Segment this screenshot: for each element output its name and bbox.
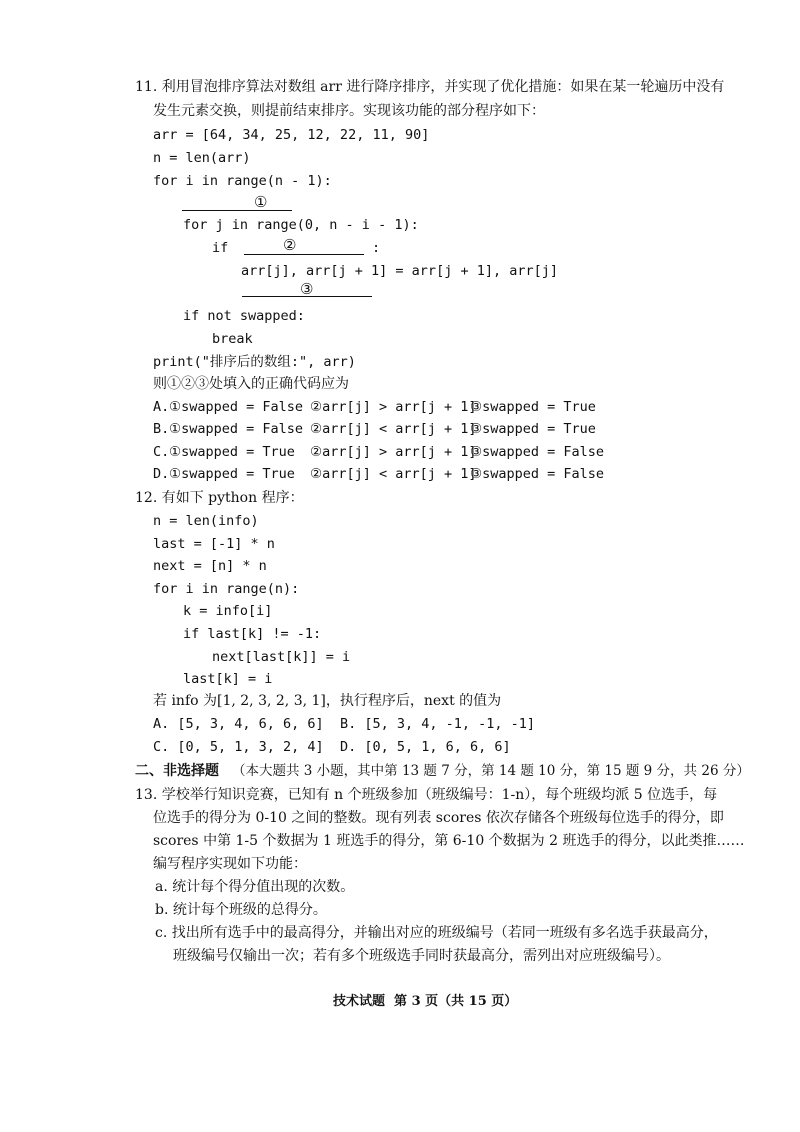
q12-question: 若 info 为[1, 2, 3, 2, 3, 1]，执行程序后，next 的值为 xyxy=(153,693,502,709)
q11-blank-1-line xyxy=(182,210,292,211)
q13-line2: 位选手的得分为 0-10 之间的整数。现有列表 scores 依次存储各个班级每位选手的得分，即 xyxy=(153,810,724,826)
q13-task-c-line1: c. 找出所有选手中的最高得分，并输出对应的班级编号（若同一班级有多名选手获最高分， xyxy=(155,925,718,941)
q13-task-a: a. 统计每个得分值出现的次数。 xyxy=(155,879,355,895)
q13-line3: scores 中第 1-5 个数据为 1 班选手的得分，第 6-10 个数据为 2 班选手的得分，以此类推…… xyxy=(153,833,745,849)
q13-task-b: b. 统计每个班级的总得分。 xyxy=(155,902,327,918)
q11-option-a-label: A. xyxy=(153,399,170,415)
q11-code-line: print("排序后的数组:", arr) xyxy=(153,354,356,370)
q11-blank-2-marker: ② xyxy=(283,236,297,254)
q11-option-c-label: C. xyxy=(153,444,170,460)
section2-note: （本大题共 3 小题，其中第 13 题 7 分，第 14 题 10 分，第 15 题 9 分，共 26 分） xyxy=(232,763,750,779)
q11-option-b-code2: ②arr[j] < arr[j + 1] xyxy=(310,421,477,437)
q11-option-a-code1: ①swapped = False xyxy=(169,399,304,415)
q11-code-if: if xyxy=(212,240,229,256)
q12-option-a: A. [5, 3, 4, 6, 6, 6] xyxy=(153,716,324,732)
q11-stem-line1: 11. 利用冒泡排序算法对数组 arr 进行降序排序，并实现了优化措施：如果在某一轮遍历中没有 xyxy=(135,79,725,95)
q12-code-line: last = [-1] * n xyxy=(153,536,275,552)
q11-code-line: arr[j], arr[j + 1] = arr[j + 1], arr[j] xyxy=(241,263,558,279)
q11-option-b-label: B. xyxy=(153,421,170,437)
q11-code-colon: : xyxy=(372,240,381,256)
q12-code-line: next[last[k]] = i xyxy=(212,649,351,665)
q12-option-d: D. [0, 5, 1, 6, 6, 6] xyxy=(340,739,511,755)
q12-code-line: if last[k] != -1: xyxy=(183,626,322,642)
q12-stem: 12. 有如下 python 程序： xyxy=(135,490,304,506)
section2-heading: 二、非选择题 xyxy=(135,763,219,779)
q11-stem-line2: 发生元素交换，则提前结束排序。实现该功能的部分程序如下： xyxy=(153,103,545,119)
q11-option-d-code1: ①swapped = True xyxy=(169,466,295,482)
q11-option-d-label: D. xyxy=(153,466,170,482)
q11-code-line: arr = [64, 34, 25, 12, 22, 11, 90] xyxy=(153,127,430,143)
q12-code-line: next = [n] * n xyxy=(153,558,267,574)
q11-question: 则①②③处填入的正确代码应为 xyxy=(153,376,349,392)
q11-option-a-code2: ②arr[j] > arr[j + 1] xyxy=(310,399,477,415)
q13-line1: 13. 学校举行知识竞赛，已知有 n 个班级参加（班级编号：1-n），每个班级均派 5 位选手，每 xyxy=(135,787,718,803)
q11-blank-3-marker: ③ xyxy=(300,280,314,298)
q11-code-line: for j in range(0, n - i - 1): xyxy=(183,217,419,233)
q11-option-b-code1: ①swapped = False xyxy=(169,421,304,437)
page-footer: 技术试题 第 3 页（共 15 页） xyxy=(333,994,518,1009)
q12-option-c: C. [0, 5, 1, 3, 2, 4] xyxy=(153,739,324,755)
q11-code-line: for i in range(n - 1): xyxy=(153,173,332,189)
q11-blank-2-line xyxy=(244,254,364,255)
q11-option-d-code3: ③swapped = False xyxy=(470,466,605,482)
q12-code-line: last[k] = i xyxy=(183,671,273,687)
q11-code-line: n = len(arr) xyxy=(153,150,251,166)
q11-code-line: if not swapped: xyxy=(183,308,305,324)
q12-option-b: B. [5, 3, 4, -1, -1, -1] xyxy=(340,716,536,732)
q12-code-line: k = info[i] xyxy=(183,603,273,619)
q11-code-line: break xyxy=(212,331,253,347)
q11-option-d-code2: ②arr[j] < arr[j + 1] xyxy=(310,466,477,482)
q12-code-line: n = len(info) xyxy=(153,513,259,529)
q11-option-c-code2: ②arr[j] > arr[j + 1] xyxy=(310,444,477,460)
q11-option-a-code3: ③swapped = True xyxy=(470,399,596,415)
q11-option-c-code3: ③swapped = False xyxy=(470,444,605,460)
q11-blank-1-marker: ① xyxy=(254,193,268,211)
q11-option-b-code3: ③swapped = True xyxy=(470,421,596,437)
q11-option-c-code1: ①swapped = True xyxy=(169,444,295,460)
q12-code-line: for i in range(n): xyxy=(153,581,300,597)
q13-task-c-line2: 班级编号仅输出一次；若有多个班级选手同时获最高分，需列出对应班级编号）。 xyxy=(173,948,670,964)
q13-line4: 编写程序实现如下功能： xyxy=(153,856,307,872)
